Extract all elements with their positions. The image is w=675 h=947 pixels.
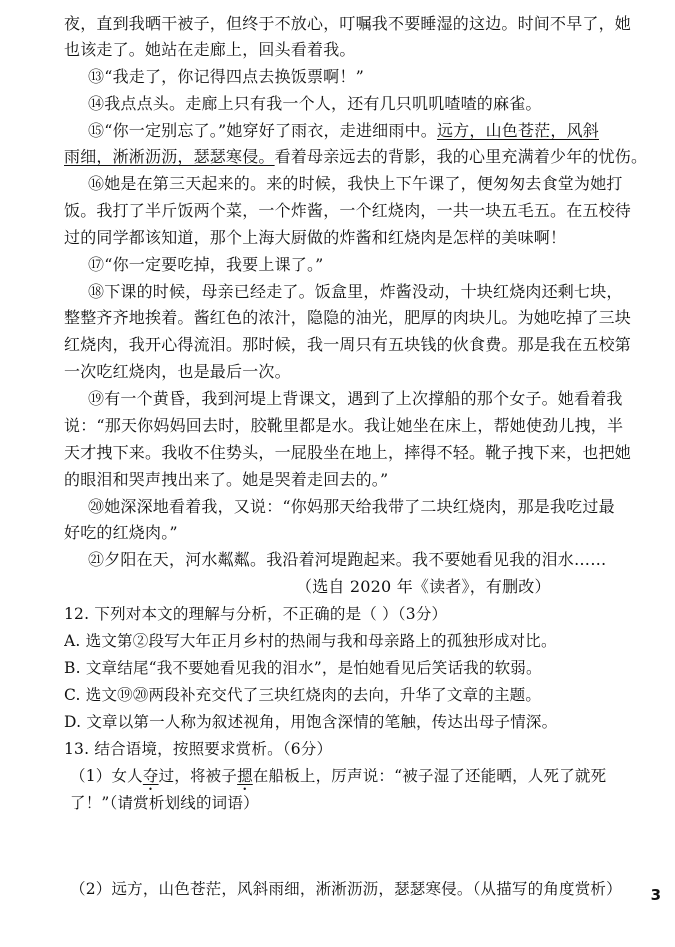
question-13-stem: 13. 结合语境，按照要求赏析。（6分） [64, 740, 333, 758]
text-line: 好吃的红烧肉。” [64, 523, 178, 542]
paragraph-19: ⑲有一个黄昏，我到河堤上背课文，遇到了上次撑船的那个女子。她看着我 [88, 389, 623, 408]
page-number: 3 [650, 886, 661, 904]
paragraph-17: ⑰“你一定要吃掉，我要上课了。” [88, 255, 324, 274]
text-line: 说：“那天你妈妈回去时，胶靴里都是水。我让她坐在床上，帮她使劲儿拽，半 [64, 416, 624, 435]
question-12-stem: 12. 下列对本文的理解与分析，不正确的是（ ）（3分） [64, 605, 448, 623]
sub1-text: 在船板上，厉声说：“被子湿了还能晒，人死了就死 [252, 767, 607, 785]
text-line: 过的同学都该知道，那个上海大厨做的炸酱和红烧肉是怎样的美味啊！ [64, 228, 567, 247]
question-12-option-c: C. 选文⑲⑳两段补充交代了三块红烧肉的去向，升华了文章的主题。 [64, 686, 542, 704]
paragraph-20: ⑳她深深地看着我，又说：“你妈那天给我带了二块红烧肉，那是我吃过最 [88, 497, 615, 516]
paragraph-21: ㉑夕阳在天，河水粼粼。我沿着河堤跑起来。我不要她看见我的泪水…… [88, 550, 607, 569]
question-12-option-d: D. 文章以第一人称为叙述视角，用饱含深情的笔触，传达出母子情深。 [64, 713, 558, 731]
marked-word: 摁 [237, 767, 253, 785]
marked-word: 夺 [142, 767, 159, 785]
text-line: 也该走了。她站在走廊上，回头看着我。 [64, 40, 356, 59]
text-line: 天才拽下来。我收不住势头，一屁股坐在地上，摔得不轻。靴子拽下来，也把她 [64, 443, 632, 462]
text-line: 整整齐齐地挨着。酱红色的浓汁，隐隐的油光，肥厚的肉块儿。为她吃掉了三块 [64, 308, 632, 327]
text-line: 的眼泪和哭声拽出来了。她是哭着走回去的。” [64, 470, 389, 489]
sub1-text: 过，将被子 [158, 767, 238, 785]
paragraph-18: ⑱下课的时候，母亲已经走了。饭盒里，炸酱没动，十块红烧肉还剩七块， [88, 282, 623, 301]
question-12-option-a: A. 选文第②段写大年正月乡村的热闹与我和母亲路上的孤独形成对比。 [64, 632, 557, 650]
sub1-text: （1）女人 [70, 767, 143, 785]
question-13-sub1-line1 [70, 765, 660, 794]
question-13-sub1-line2: 了！”（请赏析划线的词语） [70, 794, 259, 812]
paragraph-14: ⑭我点点头。走廊上只有我一个人，还有几只叽叽喳喳的麻雀。 [88, 94, 542, 113]
underlined-description: 远方，山色苍茫，风斜 [436, 121, 599, 140]
underlined-description: 雨细，淅淅沥沥，瑟瑟寒侵。 [64, 147, 275, 166]
paragraph-15-line1 [88, 120, 654, 142]
paragraph-13: ⑬“我走了，你记得四点去换饭票啊！” [88, 67, 364, 86]
paragraph-15-line2 [64, 146, 654, 168]
question-12-option-b: B. 文章结尾“我不要她看见我的泪水”，是怕她看见后笑话我的软弱。 [64, 659, 542, 677]
paragraph-15-text: ⑮“你一定别忘了。”她穿好了雨衣，走进细雨中。 [88, 121, 437, 140]
paragraph-15-rest: 看着母亲远去的背影，我的心里充满着少年的忧伤。 [274, 147, 648, 166]
text-line: 夜，直到我晒干被子，但终于不放心，叮嘱我不要睡湿的这边。时间不早了，她 [64, 14, 632, 33]
paragraph-16: ⑯她是在第三天起来的。来的时候，我快上下午课了，便匆匆去食堂为她打 [88, 174, 623, 193]
question-13-sub2: （2）远方，山色苍茫，风斜雨细，淅淅沥沥，瑟瑟寒侵。（从描写的角度赏析） [70, 880, 622, 898]
text-line: 一次吃红烧肉，也是最后一次。 [64, 362, 291, 381]
source-citation: （选自 2020 年《读者》，有删改） [296, 577, 551, 596]
text-line: 红烧肉，我开心得流泪。那时候，我一周只有五块钱的伙食费。那是我在五校第 [64, 335, 632, 354]
text-line: 饭。我打了半斤饭两个菜，一个炸酱，一个红烧肉，一共一块五毛五。在五校待 [64, 201, 632, 220]
